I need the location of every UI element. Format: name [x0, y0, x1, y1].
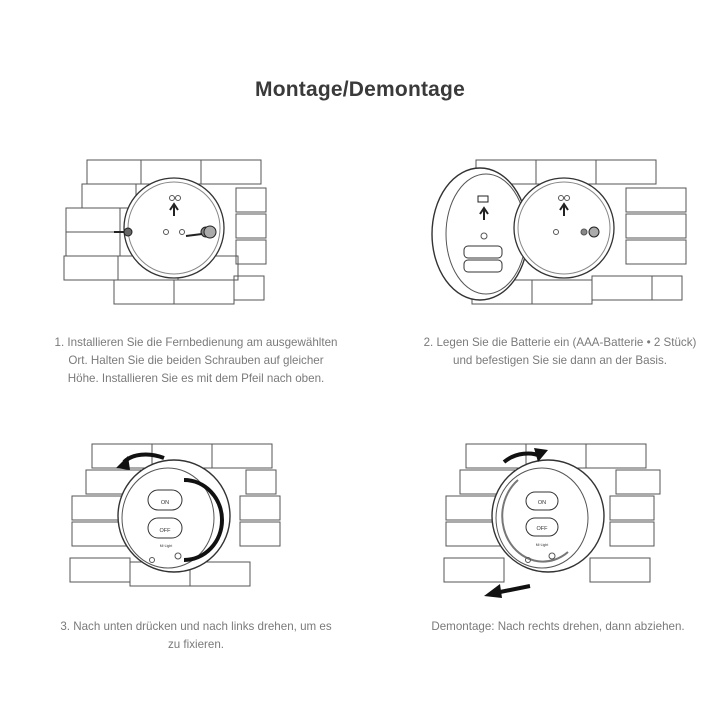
step-2-caption	[402, 334, 718, 370]
base-plate	[514, 178, 614, 278]
off-button-label: OFF	[536, 526, 548, 532]
remote-device	[118, 460, 230, 572]
remote-housing-open	[432, 168, 528, 300]
on-button-label: ON	[537, 500, 547, 506]
page-title: Montage/Demontage	[255, 78, 465, 101]
caption-line: Ort. Halten Sie die beiden Schrauben auf gleicher	[68, 354, 324, 367]
brand-label: Mi·Light	[535, 543, 549, 547]
caption-line: 3. Nach unten drücken und nach links drehen, um es	[60, 620, 332, 633]
figure-install-base	[60, 158, 270, 308]
remote-device	[492, 460, 604, 572]
step-1-caption	[20, 334, 372, 388]
pull-out-arrow-icon	[484, 584, 530, 598]
on-button-label: ON	[160, 500, 170, 506]
brand-label: Mi·Light	[159, 544, 173, 548]
dismount-caption	[400, 618, 716, 636]
caption-line: und befestigen Sie sie dann an der Basis.	[453, 354, 667, 367]
figure-dismount	[440, 440, 670, 610]
caption-line: 2. Legen Sie die Batterie ein (AAA-Batterie • 2 Stück)	[423, 336, 697, 349]
step-3-caption	[20, 618, 372, 651]
caption-line: zu fixieren.	[167, 638, 225, 651]
figure-insert-battery	[428, 158, 698, 308]
figure-rotate-left	[66, 440, 286, 590]
caption-line: Demontage: Nach rechts drehen, dann abziehen.	[431, 620, 685, 633]
caption-line: Höhe. Installieren Sie es mit dem Pfeil nach oben.	[67, 372, 325, 385]
caption-line: 1. Installieren Sie die Fernbedienung am ausgewählten	[54, 336, 338, 349]
off-button-label: OFF	[159, 528, 171, 534]
